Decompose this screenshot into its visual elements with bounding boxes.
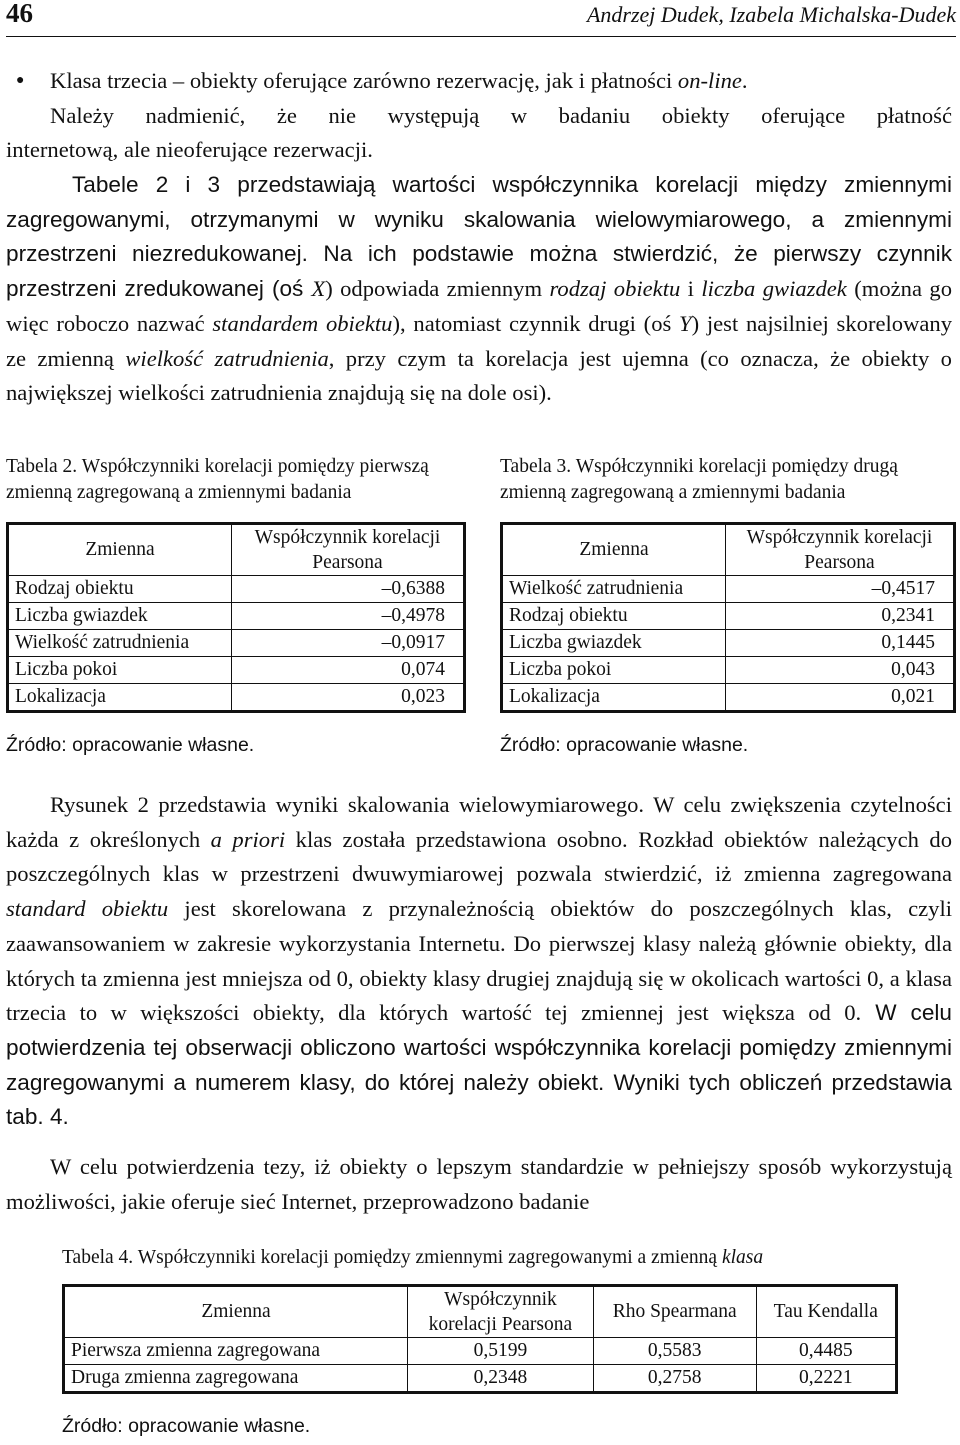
table4-cell-pearson: 0,2348 bbox=[408, 1365, 594, 1393]
para1-f: ), natomiast czynnik drugi (oś bbox=[392, 310, 680, 336]
para1-em1: rodzaj obiektu bbox=[549, 276, 681, 302]
table-row bbox=[64, 1365, 897, 1393]
page-number: 46 bbox=[6, 0, 33, 28]
para2-em2: standard obiektu bbox=[6, 896, 169, 922]
table2-cell-value: –0,0917 bbox=[232, 630, 465, 657]
para1-e: (można go więc roboczo nazwać bbox=[6, 276, 952, 336]
table3-cell-name: Rodzaj obiektu bbox=[502, 603, 726, 630]
table2-cell-value: –0,6388 bbox=[232, 576, 465, 603]
table4-cell-name: Druga zmienna zagregowana bbox=[64, 1365, 408, 1393]
table2-cell-name: Lokalizacja bbox=[8, 684, 232, 712]
table2-cell-name: Liczba gwiazdek bbox=[8, 603, 232, 630]
page-header bbox=[6, 0, 956, 37]
table4-header-row bbox=[64, 1286, 897, 1338]
para1-c: ) odpowiada zmiennym bbox=[325, 276, 550, 302]
table4-col-rho: Rho Spearmana bbox=[593, 1286, 756, 1338]
table2-header-row bbox=[8, 524, 465, 576]
para1-b: Na ich podstawie można stwierdzić, że pierwszy czynnik przestrzeni zredukowanej (oś bbox=[6, 241, 952, 302]
table3-cell-name: Lokalizacja bbox=[502, 684, 726, 712]
table3-col-coef-line2: Pearsona bbox=[804, 552, 875, 573]
para1-axis-x: X bbox=[311, 276, 326, 302]
para1-sans-part: Tabele 2 i 3 przedstawiają wartości współczynnika korelacji między zmiennymi zagregowanymi, otrzymanymi w wyniku skalowania wielowymiarowego, a zmiennymi przestrzeni niezredukowanej. bbox=[6, 172, 952, 267]
table2-cell-value: 0,023 bbox=[232, 684, 465, 712]
table4-col-tau: Tau Kendalla bbox=[756, 1286, 896, 1338]
table4-col-pearson bbox=[408, 1286, 594, 1338]
table3-cell-name: Wielkość zatrudnienia bbox=[502, 576, 726, 603]
table3-col-variable: Zmienna bbox=[502, 524, 726, 576]
table3-cell-value: 0,2341 bbox=[726, 603, 955, 630]
para2-b: klas została przedstawiona osobno. Rozkład obiektów należących do poszczególnych klas w przestrzeni dwuwymiarowej pozwala stwierdzić, iż zmienna zagregowana bbox=[6, 826, 952, 887]
table2-col-coefficient bbox=[232, 524, 465, 576]
table2 bbox=[6, 522, 466, 713]
para2-c: jest skorelowana z przynależnością obiektów do poszczególnych klas, czyli zaawansowaniem w zakresie wykorzystania Internetu. Do pierwszej klasy należą głównie obiekty, dla których ta zmienna jest mniejsza od 0, obiekty klasy drugiej znajdują się w okolicach wartości 0, a klasa trzecia to w większości obiekty, dla których wartość tej zmiennej jest większa od 0. bbox=[6, 896, 952, 1026]
table2-caption: Tabela 2. Współczynniki korelacji pomiędzy pierwszą zmienną zagregowaną a zmiennymi badania bbox=[6, 456, 429, 503]
bullet-line3: internetową, ale nieoferujące rezerwacji. bbox=[6, 137, 373, 163]
table2-cell-value: 0,074 bbox=[232, 657, 465, 684]
table3-caption: Tabela 3. Współczynniki korelacji pomiędzy drugą zmienną zagregowaną a zmiennymi badania bbox=[500, 456, 898, 503]
table-row bbox=[502, 603, 955, 630]
table-row bbox=[502, 576, 955, 603]
table-row bbox=[502, 684, 955, 712]
table3 bbox=[500, 522, 956, 713]
table4-cell-rho: 0,5583 bbox=[593, 1338, 756, 1365]
bullet-line1-text: Klasa trzecia – obiekty oferujące zarówno rezerwację, jak i płatności bbox=[50, 68, 678, 93]
table3-cell-value: 0,021 bbox=[726, 684, 955, 712]
para1-g: ) jest najsilniej skorelowany ze zmienną bbox=[6, 310, 953, 371]
para2-em1: a priori bbox=[210, 826, 286, 852]
table4-cell-rho: 0,2758 bbox=[593, 1365, 756, 1393]
bullet-line2: Należy nadmienić, że nie występują w badaniu obiekty oferujące płatność bbox=[50, 102, 952, 128]
table3-cell-name: Liczba pokoi bbox=[502, 657, 726, 684]
table-row bbox=[8, 657, 465, 684]
paragraph-3: W celu potwierdzenia tezy, iż obiekty o lepszym standardzie w pełniejszy sposób wykorzystują możliwości, jakie oferuje sieć Internet, przeprowadzono badanie bbox=[6, 1154, 952, 1214]
table3-col-coefficient bbox=[726, 524, 955, 576]
table2-cell-value: –0,4978 bbox=[232, 603, 465, 630]
table3-source: Źródło: opracowanie własne. bbox=[500, 734, 749, 756]
para1-em4: wielkość zatrudnienia bbox=[125, 345, 329, 371]
para1-h: , przy czym ta korelacja jest ujemna (co oznacza, że obiekty o największej wielkości zatrudnienia znajdują się na dole osi). bbox=[6, 345, 952, 406]
paragraph-1 bbox=[6, 168, 952, 411]
running-authors: Andrzej Dudek, Izabela Michalska-Dudek bbox=[586, 2, 956, 27]
table2-cell-name: Liczba pokoi bbox=[8, 657, 232, 684]
table3-cell-value: –0,4517 bbox=[726, 576, 955, 603]
table4-caption bbox=[62, 1245, 942, 1271]
table2-col-coef-line2: Pearsona bbox=[312, 552, 383, 573]
table4-source: Źródło: opracowanie własne. bbox=[62, 1415, 311, 1437]
table-row bbox=[8, 684, 465, 712]
paragraph-2 bbox=[6, 788, 952, 1135]
table2-cell-name: Rodzaj obiektu bbox=[8, 576, 232, 603]
table3-cell-value: 0,043 bbox=[726, 657, 955, 684]
table4-cell-pearson: 0,5199 bbox=[408, 1338, 594, 1365]
para1-axis-y: Y bbox=[679, 310, 692, 336]
table4-cell-tau: 0,4485 bbox=[756, 1338, 896, 1365]
table4-cell-tau: 0,2221 bbox=[756, 1365, 896, 1393]
table2-source: Źródło: opracowanie własne. bbox=[6, 734, 255, 756]
table4 bbox=[62, 1284, 898, 1394]
table4-col-variable: Zmienna bbox=[64, 1286, 408, 1338]
bullet-icon: ● bbox=[16, 73, 25, 88]
table-row bbox=[8, 603, 465, 630]
table-row bbox=[8, 576, 465, 603]
table-row bbox=[502, 657, 955, 684]
table4-caption-em: klasa bbox=[721, 1247, 764, 1268]
table2-col-variable: Zmienna bbox=[8, 524, 232, 576]
para2-a: Rysunek 2 przedstawia wyniki skalowania wielowymiarowego. W celu zwiększenia czytelności każda z określonych bbox=[6, 792, 952, 852]
table2-cell-name: Wielkość zatrudnienia bbox=[8, 630, 232, 657]
para1-d: i bbox=[680, 276, 702, 302]
bullet-line1-em: on-line bbox=[677, 68, 742, 93]
table2-col-coef-line1: Współczynnik korelacji bbox=[254, 527, 441, 548]
bullet-line1-end: . bbox=[741, 68, 748, 93]
table-row bbox=[64, 1338, 897, 1365]
para1-em3: standardem obiektu bbox=[212, 310, 393, 336]
table4-cell-name: Pierwsza zmienna zagregowana bbox=[64, 1338, 408, 1365]
table3-cell-value: 0,1445 bbox=[726, 630, 955, 657]
table4-col-pearson-line2: korelacji Pearsona bbox=[428, 1314, 573, 1335]
table3-header-row bbox=[502, 524, 955, 576]
table3-col-coef-line1: Współczynnik korelacji bbox=[746, 527, 933, 548]
table4-caption-text: Tabela 4. Współczynniki korelacji pomiędzy zmiennymi zagregowanymi a zmienną bbox=[62, 1247, 722, 1268]
table-row bbox=[502, 630, 955, 657]
bullet-item bbox=[6, 64, 952, 168]
table3-cell-name: Liczba gwiazdek bbox=[502, 630, 726, 657]
table4-col-pearson-line1: Współczynnik bbox=[444, 1289, 557, 1310]
para1-em2: liczba gwiazdek bbox=[701, 276, 847, 302]
para2-d: W celu potwierdzenia tej obserwacji obliczono wartości współczynnika korelacji pomiędzy zmiennymi zagregowanymi a numerem klasy, do której należy obiekt. Wyniki tych obliczeń przedstawia tab. 4. bbox=[6, 1000, 952, 1130]
table-row bbox=[8, 630, 465, 657]
